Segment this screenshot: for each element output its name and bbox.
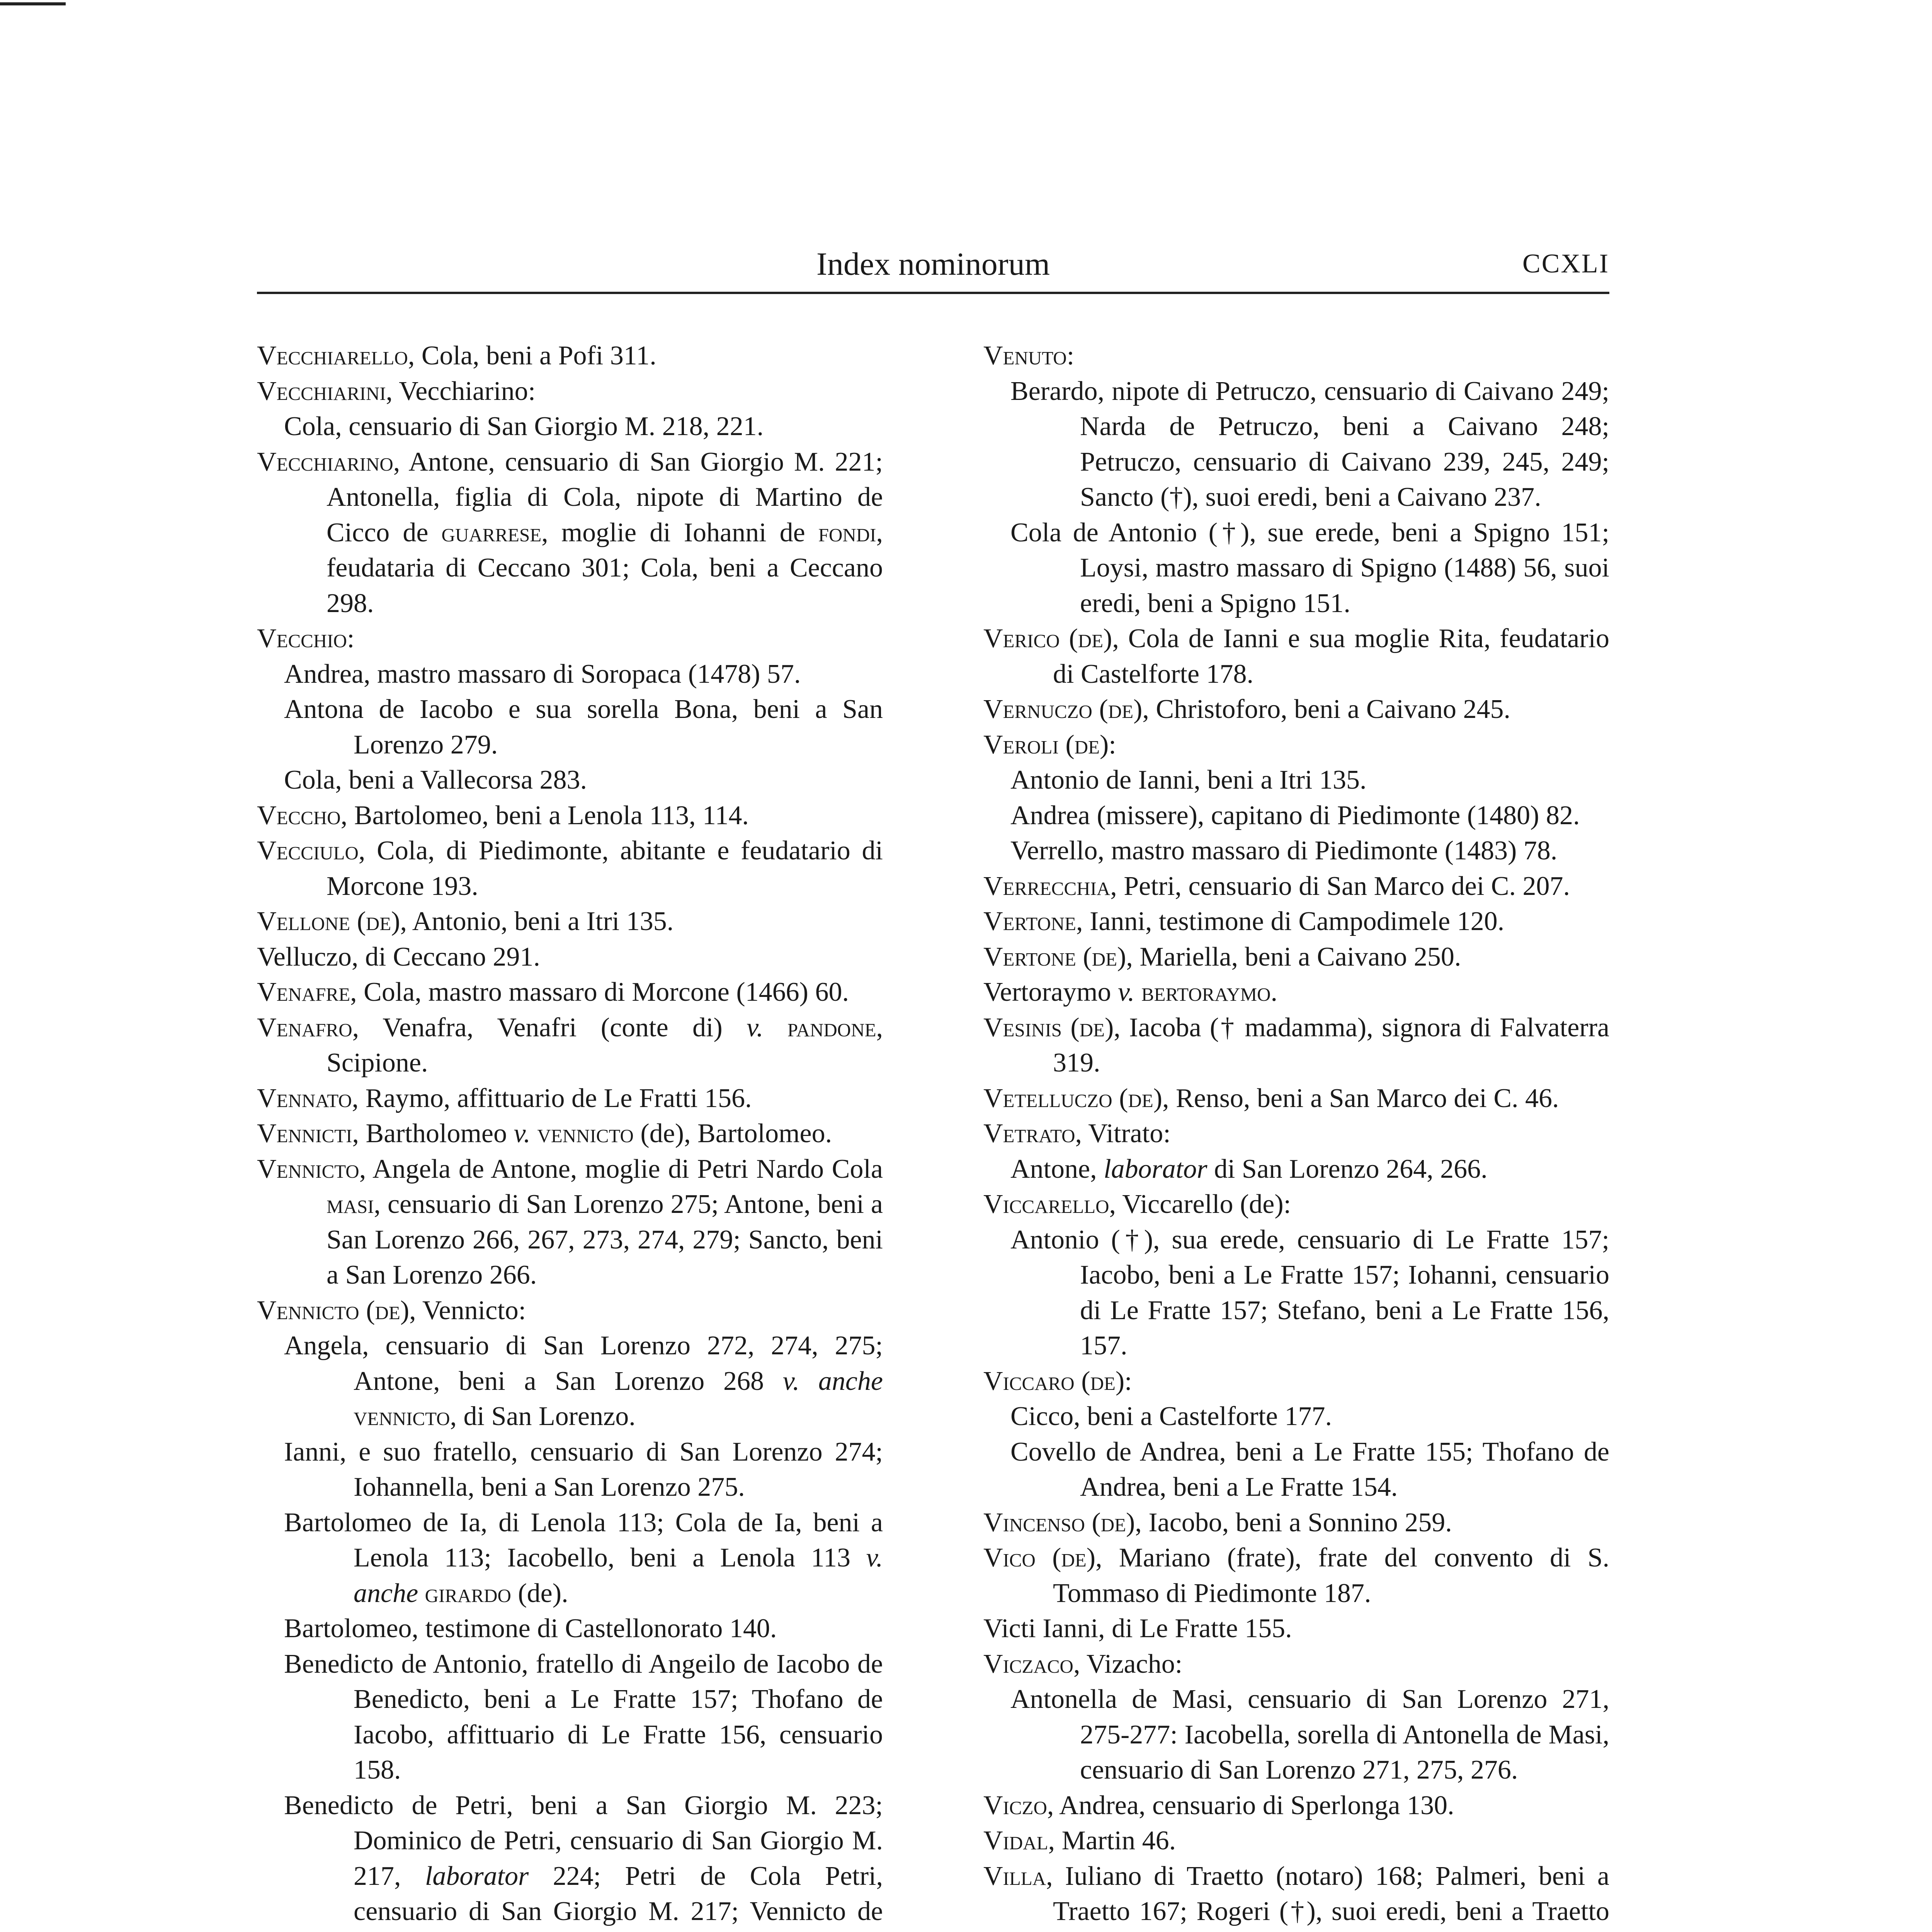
index-subentry: Antonio (†), sua erede, censuario di Le Fratte 157; Iacobo, beni a Le Fratte 157; Iohanni, censuario di Le Fratte 157; Stefano, beni a Le Fratte 156, 157. (1010, 1225, 1609, 1361)
index-subentry: Angela, censuario di San Lorenzo 272, 274, 275; Antone, beni a San Lorenzo 268 v. anche vennicto, di San Lorenzo. (284, 1331, 883, 1431)
index-subentry: Benedicto de Antonio, fratello di Angeilo de Iacobo de Benedicto, beni a Le Fratte 157; Thofano de Iacobo, affittuario di Le Fratte 156, censuario 158. (284, 1649, 883, 1785)
scan-edge-mark (0, 2, 66, 5)
index-entry: Velluczo, di Ceccano 291. (257, 942, 540, 972)
index-subentry: Antonio de Ianni, beni a Itri 135. (1010, 765, 1367, 795)
index-subentry: Cola, censuario di San Giorgio M. 218, 221. (284, 412, 764, 441)
index-entry: Villa, Iuliano di Traetto (notaro) 168; Palmeri, beni a Traetto 167; Rogeri (†), suoi eredi, beni a Traetto (983, 1861, 1609, 1926)
index-entry: Vertoraymo v. bertoraymo. (983, 977, 1278, 1007)
index-subentry: Ianni, e suo fratello, censuario di San Lorenzo 274; Iohannella, beni a San Lorenzo 275. (284, 1437, 883, 1502)
index-entry: Victi Ianni, di Le Fratte 155. (983, 1614, 1292, 1643)
left-index-column (257, 338, 883, 1932)
index-entry: Vertone (de), Mariella, beni a Caivano 250. (983, 942, 1461, 972)
index-entry: Viccaro (de): (983, 1366, 1132, 1396)
index-entry: Vennicti, Bartholomeo v. vennicto (de), Bartolomeo. (257, 1119, 832, 1148)
page-number: CCXLI (1522, 249, 1609, 279)
index-entry: Venuto: (983, 341, 1075, 371)
index-entry: Vennicto, Angela de Antone, moglie di Petri Nardo Cola masi, censuario di San Lorenzo 275; Antone, beni a San Lorenzo 266, 267, 273, 274, 279; Sancto, beni a San Lorenzo 266. (257, 1154, 883, 1290)
index-subentry: Antona de Iacobo e sua sorella Bona, beni a San Lorenzo 279. (284, 694, 883, 760)
index-subentry: Verrello, mastro massaro di Piedimonte (1483) 78. (1010, 836, 1558, 866)
index-entry: Verico (de), Cola de Ianni e sua moglie Rita, feudatario di Castelforte 178. (983, 624, 1610, 689)
index-entry: Vertone, Ianni, testimone di Campodimele 120. (983, 906, 1505, 936)
page-title: Index nominorum (816, 246, 1050, 282)
index-subentry: Andrea (missere), capitano di Piedimonte (1480) 82. (1010, 800, 1580, 830)
index-entry: Vennato, Raymo, affittuario de Le Fratti 156. (257, 1083, 752, 1113)
index-entry: Vernuczo (de), Christoforo, beni a Caivano 245. (983, 694, 1511, 724)
index-entry: Veccho, Bartolomeo, beni a Lenola 113, 114. (257, 800, 749, 830)
index-entry: Vico (de), Mariano (frate), frate del convento di S. Tommaso di Piedimonte 187. (983, 1543, 1609, 1608)
index-entry: Vesinis (de), Iacoba († madamma), signora di Falvaterra 319. (983, 1012, 1609, 1078)
index-entry: Vecciulo, Cola, di Piedimonte, abitante e feudatario di Morcone 193. (257, 836, 883, 901)
index-subentry: Cola, beni a Vallecorsa 283. (284, 765, 587, 795)
index-subentry: Cicco, beni a Castelforte 177. (1010, 1401, 1332, 1431)
index-entry: Verrecchia, Petri, censuario di San Marco dei C. 207. (983, 871, 1570, 901)
index-entry: Vincenso (de), Iacobo, beni a Sonnino 259. (983, 1507, 1452, 1537)
index-entry: Venafre, Cola, mastro massaro di Morcone (1466) 60. (257, 977, 849, 1007)
index-subentry: Covello de Andrea, beni a Le Fratte 155; Thofano de Andrea, beni a Le Fratte 154. (1010, 1437, 1609, 1502)
index-entry: Viczaco, Vizacho: (983, 1649, 1183, 1679)
index-entry: Vecchio: (257, 624, 355, 653)
index-subentry: Benedicto de Petri, beni a San Giorgio M. 223; Dominico de Petri, censuario di San Giorgio M. 217, laborator 224; Petri de Cola Petri, censuario di San Giorgio M. 217; Vennicto de (284, 1790, 883, 1926)
index-entry: Vetelluczo (de), Renso, beni a San Marco dei C. 46. (983, 1083, 1559, 1113)
index-entry: Viccarello, Viccarello (de): (983, 1189, 1291, 1219)
index-subentry: Berardo, nipote di Petruczo, censuario di Caivano 249; Narda de Petruczo, beni a Caivano 248; Petruczo, censuario di Caivano 239, 245, 249; Sancto (†), suoi eredi, beni a Caivano 237. (1010, 376, 1609, 512)
index-entry: Vetrato, Vitrato: (983, 1119, 1171, 1148)
index-entry: Viczo, Andrea, censuario di Sperlonga 130. (983, 1790, 1454, 1820)
index-entry: Venafro, Venafra, Venafri (conte di) v. pandone, Scipione. (257, 1012, 883, 1078)
index-entry: Vecchiarini, Vecchiarino: (257, 376, 536, 406)
running-header (257, 230, 1609, 294)
index-subentry: Andrea, mastro massaro di Soropaca (1478) 57. (284, 659, 801, 689)
index-subentry: Antone, laborator di San Lorenzo 264, 266. (1010, 1154, 1488, 1184)
index-subentry: Antonella de Masi, censuario di San Lorenzo 271, 275-277: Iacobella, sorella di Antonella de Masi, censuario di San Lorenzo 271, 275, 276. (1010, 1684, 1609, 1785)
index-subentry: Bartolomeo, testimone di Castellonorato 140. (284, 1614, 777, 1643)
index-entry: Veroli (de): (983, 730, 1116, 760)
index-subentry: Cola de Antonio (†), sue erede, beni a Spigno 151; Loysi, mastro massaro di Spigno (1488) 56, suoi eredi, beni a Spigno 151. (1010, 517, 1609, 618)
index-entry: Vennicto (de), Vennicto: (257, 1295, 526, 1325)
index-subentry: Bartolomeo de Ia, di Lenola 113; Cola de Ia, beni a Lenola 113; Iacobello, beni a Lenola 113 v. anche girardo (de). (284, 1507, 883, 1608)
index-entry: Vecchiarino, Antone, censuario di San Giorgio M. 221; Antonella, figlia di Cola, nipote di Martino de Cicco de guarrese, moglie di Iohanni de fondi, feudataria di Ceccano 301; Cola, beni a Ceccano 298. (257, 447, 883, 618)
right-index-column (983, 338, 1609, 1932)
index-entry: Vidal, Martin 46. (983, 1826, 1176, 1855)
index-entry: Vellone (de), Antonio, beni a Itri 135. (257, 906, 674, 936)
index-entry: Vecchiarello, Cola, beni a Pofi 311. (257, 341, 656, 371)
